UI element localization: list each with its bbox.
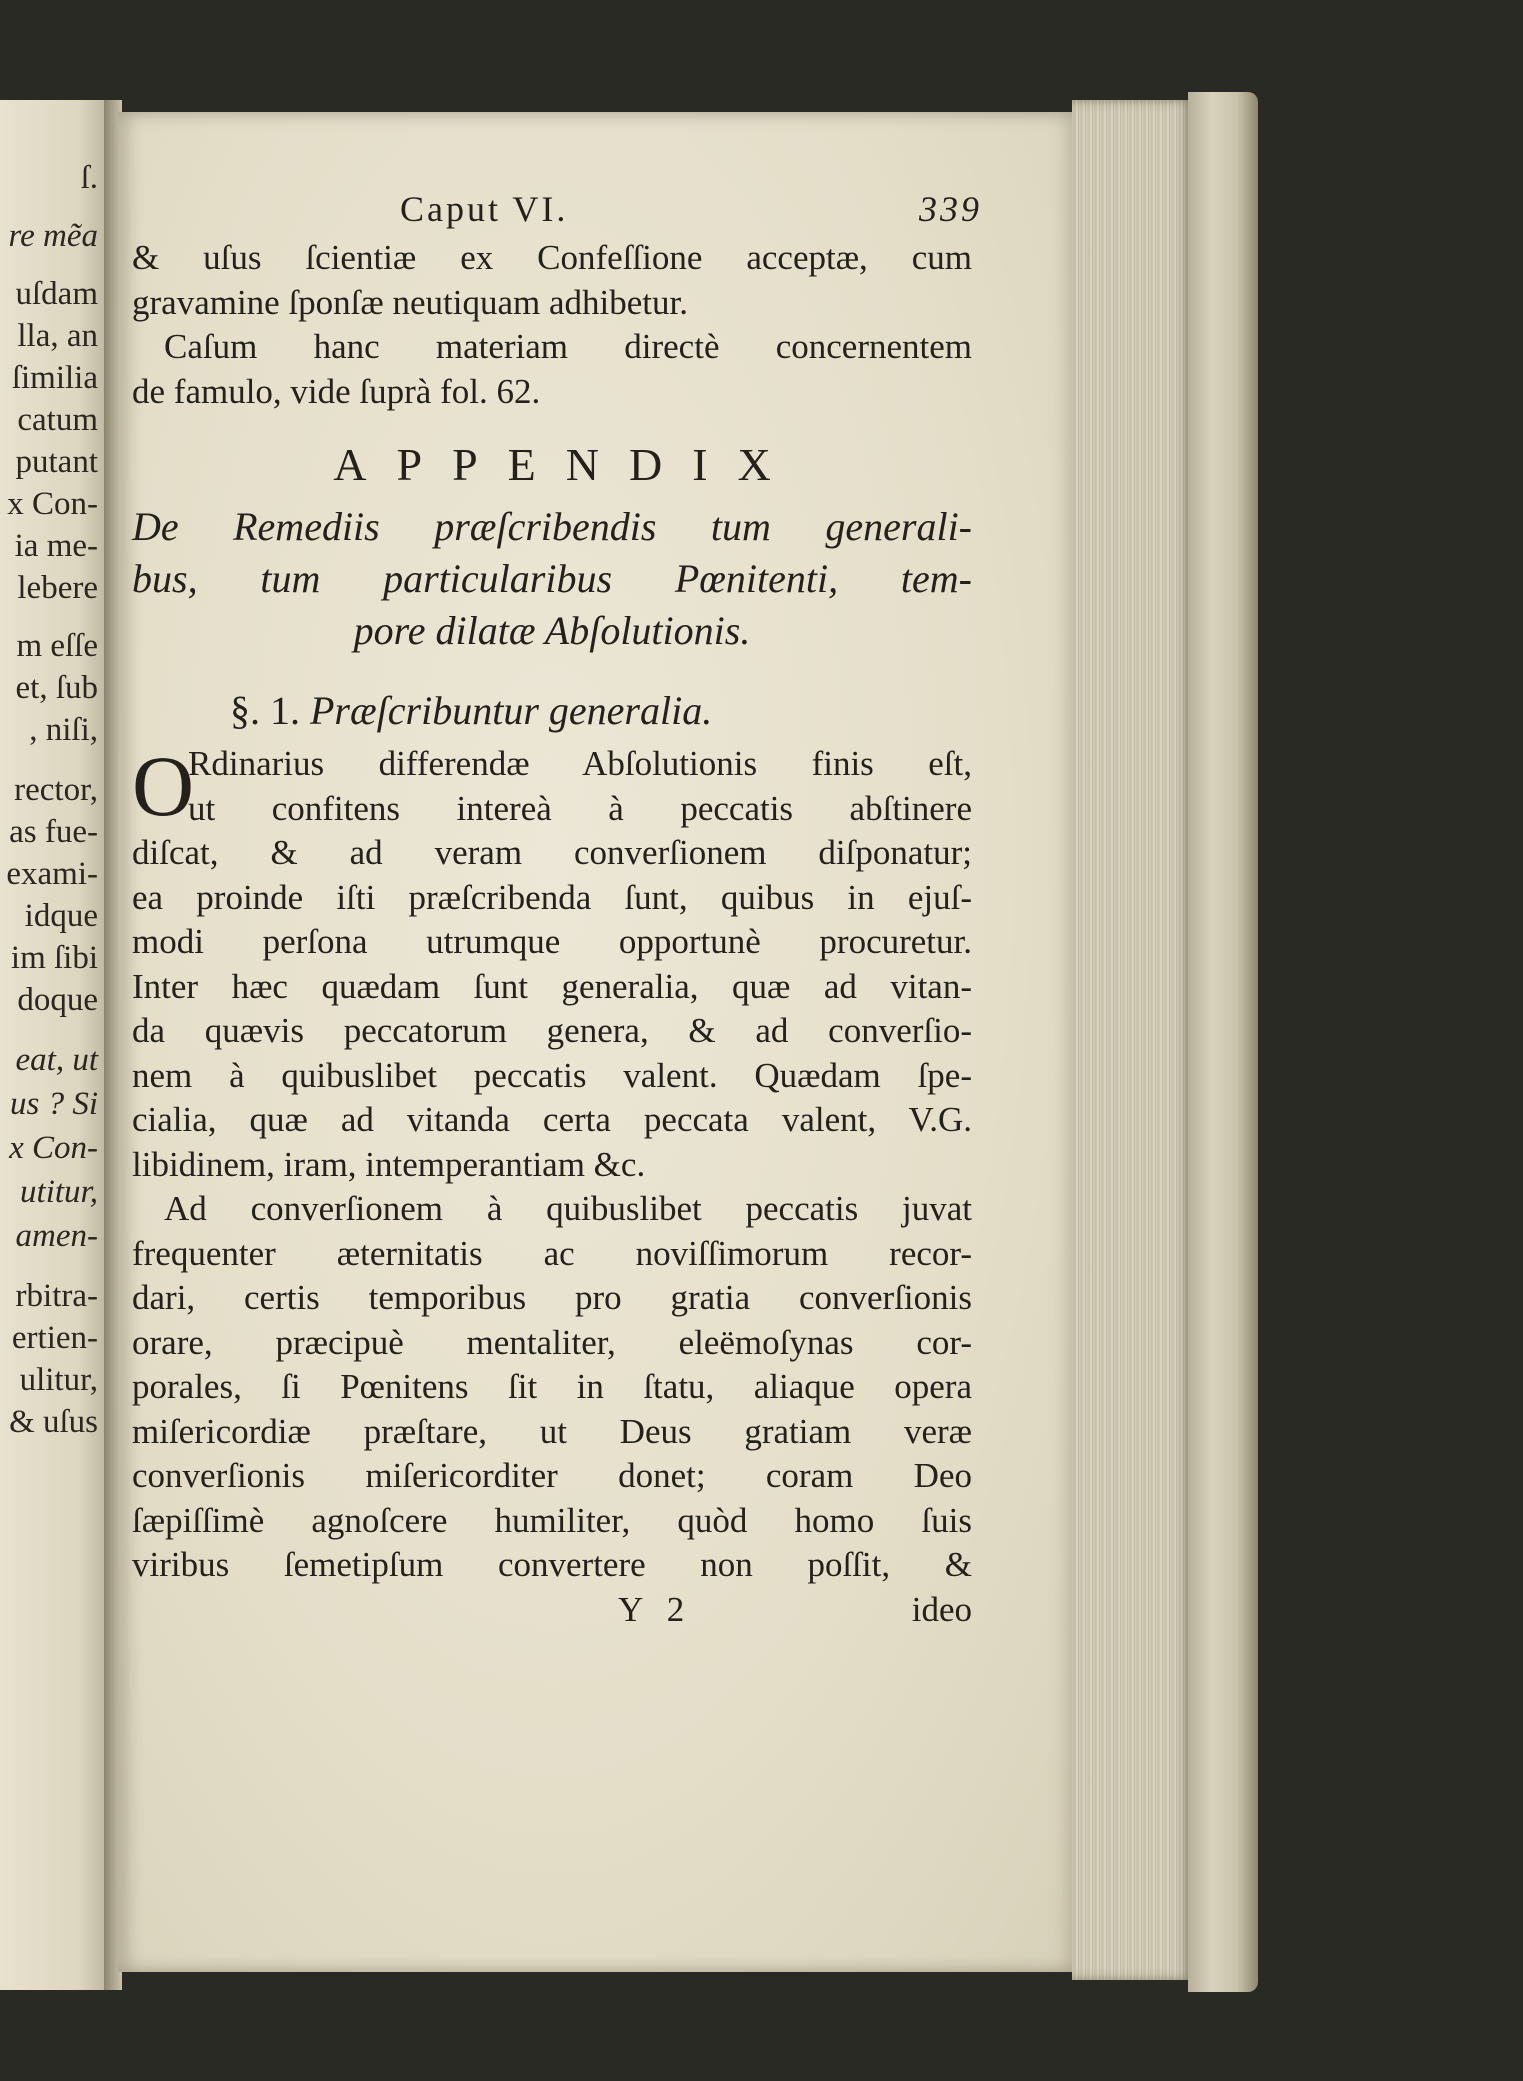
previous-page-line-fragment: re mẽa	[8, 218, 98, 254]
appendix-heading: APPENDIX	[333, 439, 801, 490]
previous-page-line-fragment: rector,	[14, 772, 98, 808]
drop-cap: O	[132, 738, 195, 834]
previous-page-line-fragment: lla, an	[17, 318, 98, 354]
previous-page-line-fragment: exami-	[6, 856, 98, 892]
text-line: miſericordiæ præſtare, ut Deus gratiam veræ	[132, 1411, 972, 1451]
text-line: converſionis miſericorditer donet; coram Deo	[132, 1456, 972, 1495]
page-edges	[1072, 100, 1192, 1980]
previous-page-line-fragment: eat, ut	[15, 1042, 98, 1078]
chapter-title: Caput VI.	[400, 189, 569, 229]
previous-page-line-fragment: catum	[17, 402, 98, 438]
previous-page-line-fragment: amen-	[15, 1218, 98, 1254]
text-line: ea proinde iſti præſcribenda ſunt, quibus in ejuſ-	[132, 877, 972, 917]
text-line: diſcat, & ad veram converſionem diſponatur;	[132, 833, 972, 872]
previous-page-line-fragment: et, ſub	[15, 670, 98, 706]
text-line: cialia, quæ ad vitanda certa peccata valent, V.G.	[132, 1100, 972, 1139]
previous-page-line-fragment: idque	[24, 898, 98, 934]
page-number: 339	[919, 189, 982, 229]
previous-page-line-fragment: ia me-	[14, 528, 98, 564]
text-line: & uſus ſcientiæ ex Confeſſione acceptæ, cum	[132, 238, 972, 277]
appendix-subtitle-line: bus, tum particularibus Pœnitenti, tem-	[132, 556, 972, 601]
signature-mark: Y 2	[618, 1589, 693, 1629]
text-line: de famulo, vide ſuprà fol. 62.	[132, 371, 541, 411]
text-line: modi perſona utrumque opportunè procuretur.	[132, 922, 972, 961]
previous-page-line-fragment: rbitra-	[15, 1278, 98, 1314]
text-line: Caſum hanc materiam directè concernentem	[164, 327, 972, 366]
previous-page-line-fragment: & uſus	[9, 1404, 98, 1440]
text-line: frequenter æternitatis ac noviſſimorum recor-	[132, 1233, 972, 1273]
text-line: viribus ſemetipſum convertere non poſſit, &	[132, 1545, 972, 1584]
section-heading	[132, 687, 972, 734]
previous-page-line-fragment: m eſſe	[16, 628, 98, 664]
text-line: Ad converſionem à quibuslibet peccatis juvat	[164, 1189, 972, 1228]
text-line: nem à quibuslibet peccatis valent. Quædam ſpe-	[132, 1055, 972, 1095]
text-line: libidinem, iram, intemperantiam &c.	[132, 1144, 646, 1184]
previous-page-edge	[0, 100, 112, 1990]
previous-page-line-fragment: ulitur,	[19, 1362, 98, 1398]
previous-page-line-fragment: lebere	[17, 570, 98, 606]
appendix-subtitle-line: pore dilatæ Abſolutionis.	[353, 608, 751, 653]
text-line: dari, certis temporibus pro gratia converſionis	[132, 1278, 972, 1317]
text-line: da quævis peccatorum genera, & ad converſio-	[132, 1011, 972, 1050]
appendix-subtitle-line: De Remediis præſcribendis tum generali-	[132, 504, 972, 549]
previous-page-line-fragment: im ſibi	[10, 940, 98, 976]
page-footer	[132, 1590, 972, 1640]
text-line: Rdinarius differendæ Abſolutionis finis eſt,	[188, 744, 972, 783]
catchword: ideo	[911, 1589, 972, 1629]
previous-page-line-fragment: as fue-	[9, 814, 98, 850]
section-title: Præſcribuntur generalia.	[310, 688, 713, 733]
previous-page-line-fragment: us ? Si	[9, 1086, 98, 1122]
previous-page-line-fragment: x Con-	[9, 1130, 98, 1166]
text-line: orare, præcipuè mentaliter, eleëmoſynas cor-	[132, 1322, 972, 1362]
previous-page-line-fragment: doque	[17, 982, 98, 1018]
text-line: porales, ſi Pœnitens ſit in ſtatu, aliaque opera	[132, 1367, 972, 1406]
book-cover-edge	[1188, 92, 1258, 1992]
previous-page-line-fragment: utitur,	[20, 1174, 98, 1210]
dropcap-paragraph	[132, 738, 972, 834]
text-line: ſæpiſſimè agnoſcere humiliter, quòd homo ſuis	[132, 1500, 972, 1540]
text-line: Inter hæc quædam ſunt generalia, quæ ad vitan-	[132, 966, 972, 1006]
page-text	[132, 188, 982, 1640]
previous-page-line-fragment: x Con-	[7, 486, 98, 522]
previous-page-line-fragment: ſ.	[80, 160, 98, 196]
previous-page-line-fragment: , niſi,	[29, 712, 98, 748]
text-line: gravamine ſponſæ neutiquam adhibetur.	[132, 282, 688, 322]
previous-page-line-fragment: putant	[15, 444, 98, 480]
section-mark: §. 1.	[230, 688, 300, 733]
previous-page-line-fragment: uſdam	[15, 276, 98, 312]
previous-page-line-fragment: ſimilia	[11, 360, 98, 396]
running-header	[132, 188, 982, 236]
previous-page-line-fragment: ertien-	[11, 1320, 98, 1356]
text-line: ut confitens intereà à peccatis abſtinere	[188, 788, 972, 828]
